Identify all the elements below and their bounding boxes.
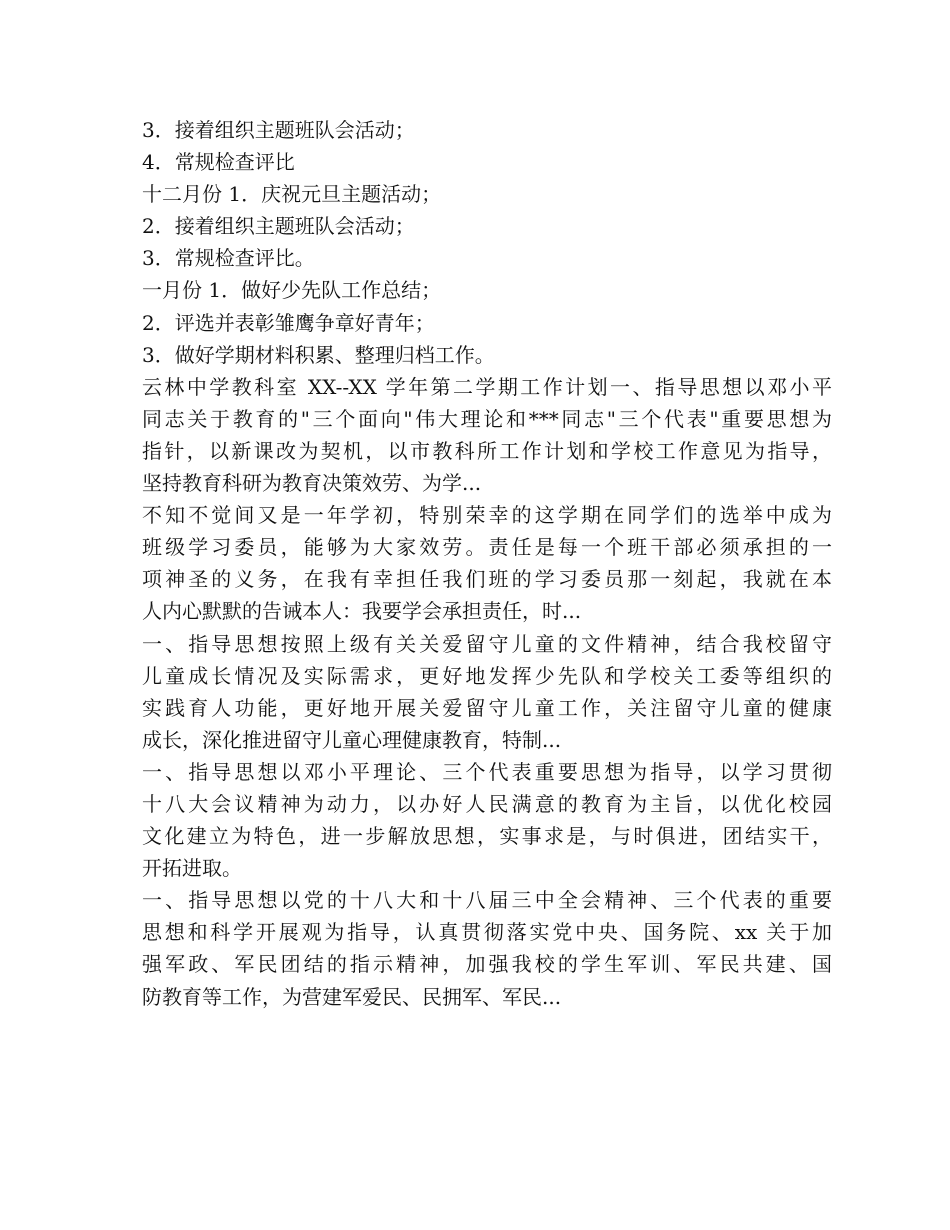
- text-line: 一、指导思想按照上级有关关爱留守儿童的文件精神，结合我校留守: [142, 631, 832, 656]
- text-line: 思想和科学开展观为指导，认真贯彻落实党中央、国务院、xx 关于加: [142, 920, 832, 945]
- text-line: 强军政、军民团结的指示精神，加强我校的学生军训、军民共建、国: [142, 952, 832, 977]
- text-line: 文化建立为特色，进一步解放思想，实事求是，与时俱进，团结实干，: [142, 824, 832, 849]
- text-line: 开拓进取。: [142, 856, 242, 881]
- text-line: 防教育等工作，为营建军爱民、民拥军、军民...: [142, 984, 562, 1009]
- text-line: 班级学习委员，能够为大家效劳。责任是每一个班干部必须承担的一: [142, 535, 832, 560]
- text-line: 实践育人功能，更好地开展关爱留守儿童工作，关注留守儿童的健康: [142, 695, 832, 720]
- text-line: 同志关于教育的"三个面向"伟大理论和***同志"三个代表"重要思想为: [142, 406, 832, 431]
- text-line: 不知不觉间又是一年学初，特别荣幸的这学期在同学们的选举中成为: [142, 503, 832, 528]
- text-line: 4．常规检查评比: [142, 150, 295, 175]
- text-line: 云林中学教科室 XX--XX 学年第二学期工作计划一、指导思想以邓小平: [142, 374, 832, 399]
- document-body: [142, 114, 832, 1013]
- text-line: 3．常规检查评比。: [142, 246, 315, 271]
- text-line: 2．评选并表彰雏鹰争章好青年；: [142, 310, 435, 335]
- text-line: 3．做好学期材料积累、整理归档工作。: [142, 342, 495, 367]
- text-line: 项神圣的义务，在我有幸担任我们班的学习委员那一刻起，我就在本: [142, 567, 832, 592]
- text-line: 一、指导思想以邓小平理论、三个代表重要思想为指导，以学习贯彻: [142, 759, 832, 784]
- text-line: 一月份 1．做好少先队工作总结；: [142, 278, 442, 303]
- text-line: 2．接着组织主题班队会活动；: [142, 214, 415, 239]
- text-line: 一、指导思想以党的十八大和十八届三中全会精神、三个代表的重要: [142, 888, 832, 913]
- text-line: 3．接着组织主题班队会活动；: [142, 118, 415, 142]
- text-line: 十八大会议精神为动力，以办好人民满意的教育为主旨，以优化校园: [142, 791, 832, 816]
- text-line: 成长，深化推进留守儿童心理健康教育，特制...: [142, 727, 562, 752]
- text-line: 坚持教育科研为教育决策效劳、为学...: [142, 471, 482, 496]
- text-line: 儿童成长情况及实际需求，更好地发挥少先队和学校关工委等组织的: [142, 663, 832, 688]
- text-line: 指针，以新课改为契机，以市教科所工作计划和学校工作意见为指导，: [142, 438, 832, 463]
- text-line: 人内心默默的告诫本人：我要学会承担责任，时...: [142, 599, 582, 624]
- text-line: 十二月份 1．庆祝元旦主题活动；: [142, 182, 442, 207]
